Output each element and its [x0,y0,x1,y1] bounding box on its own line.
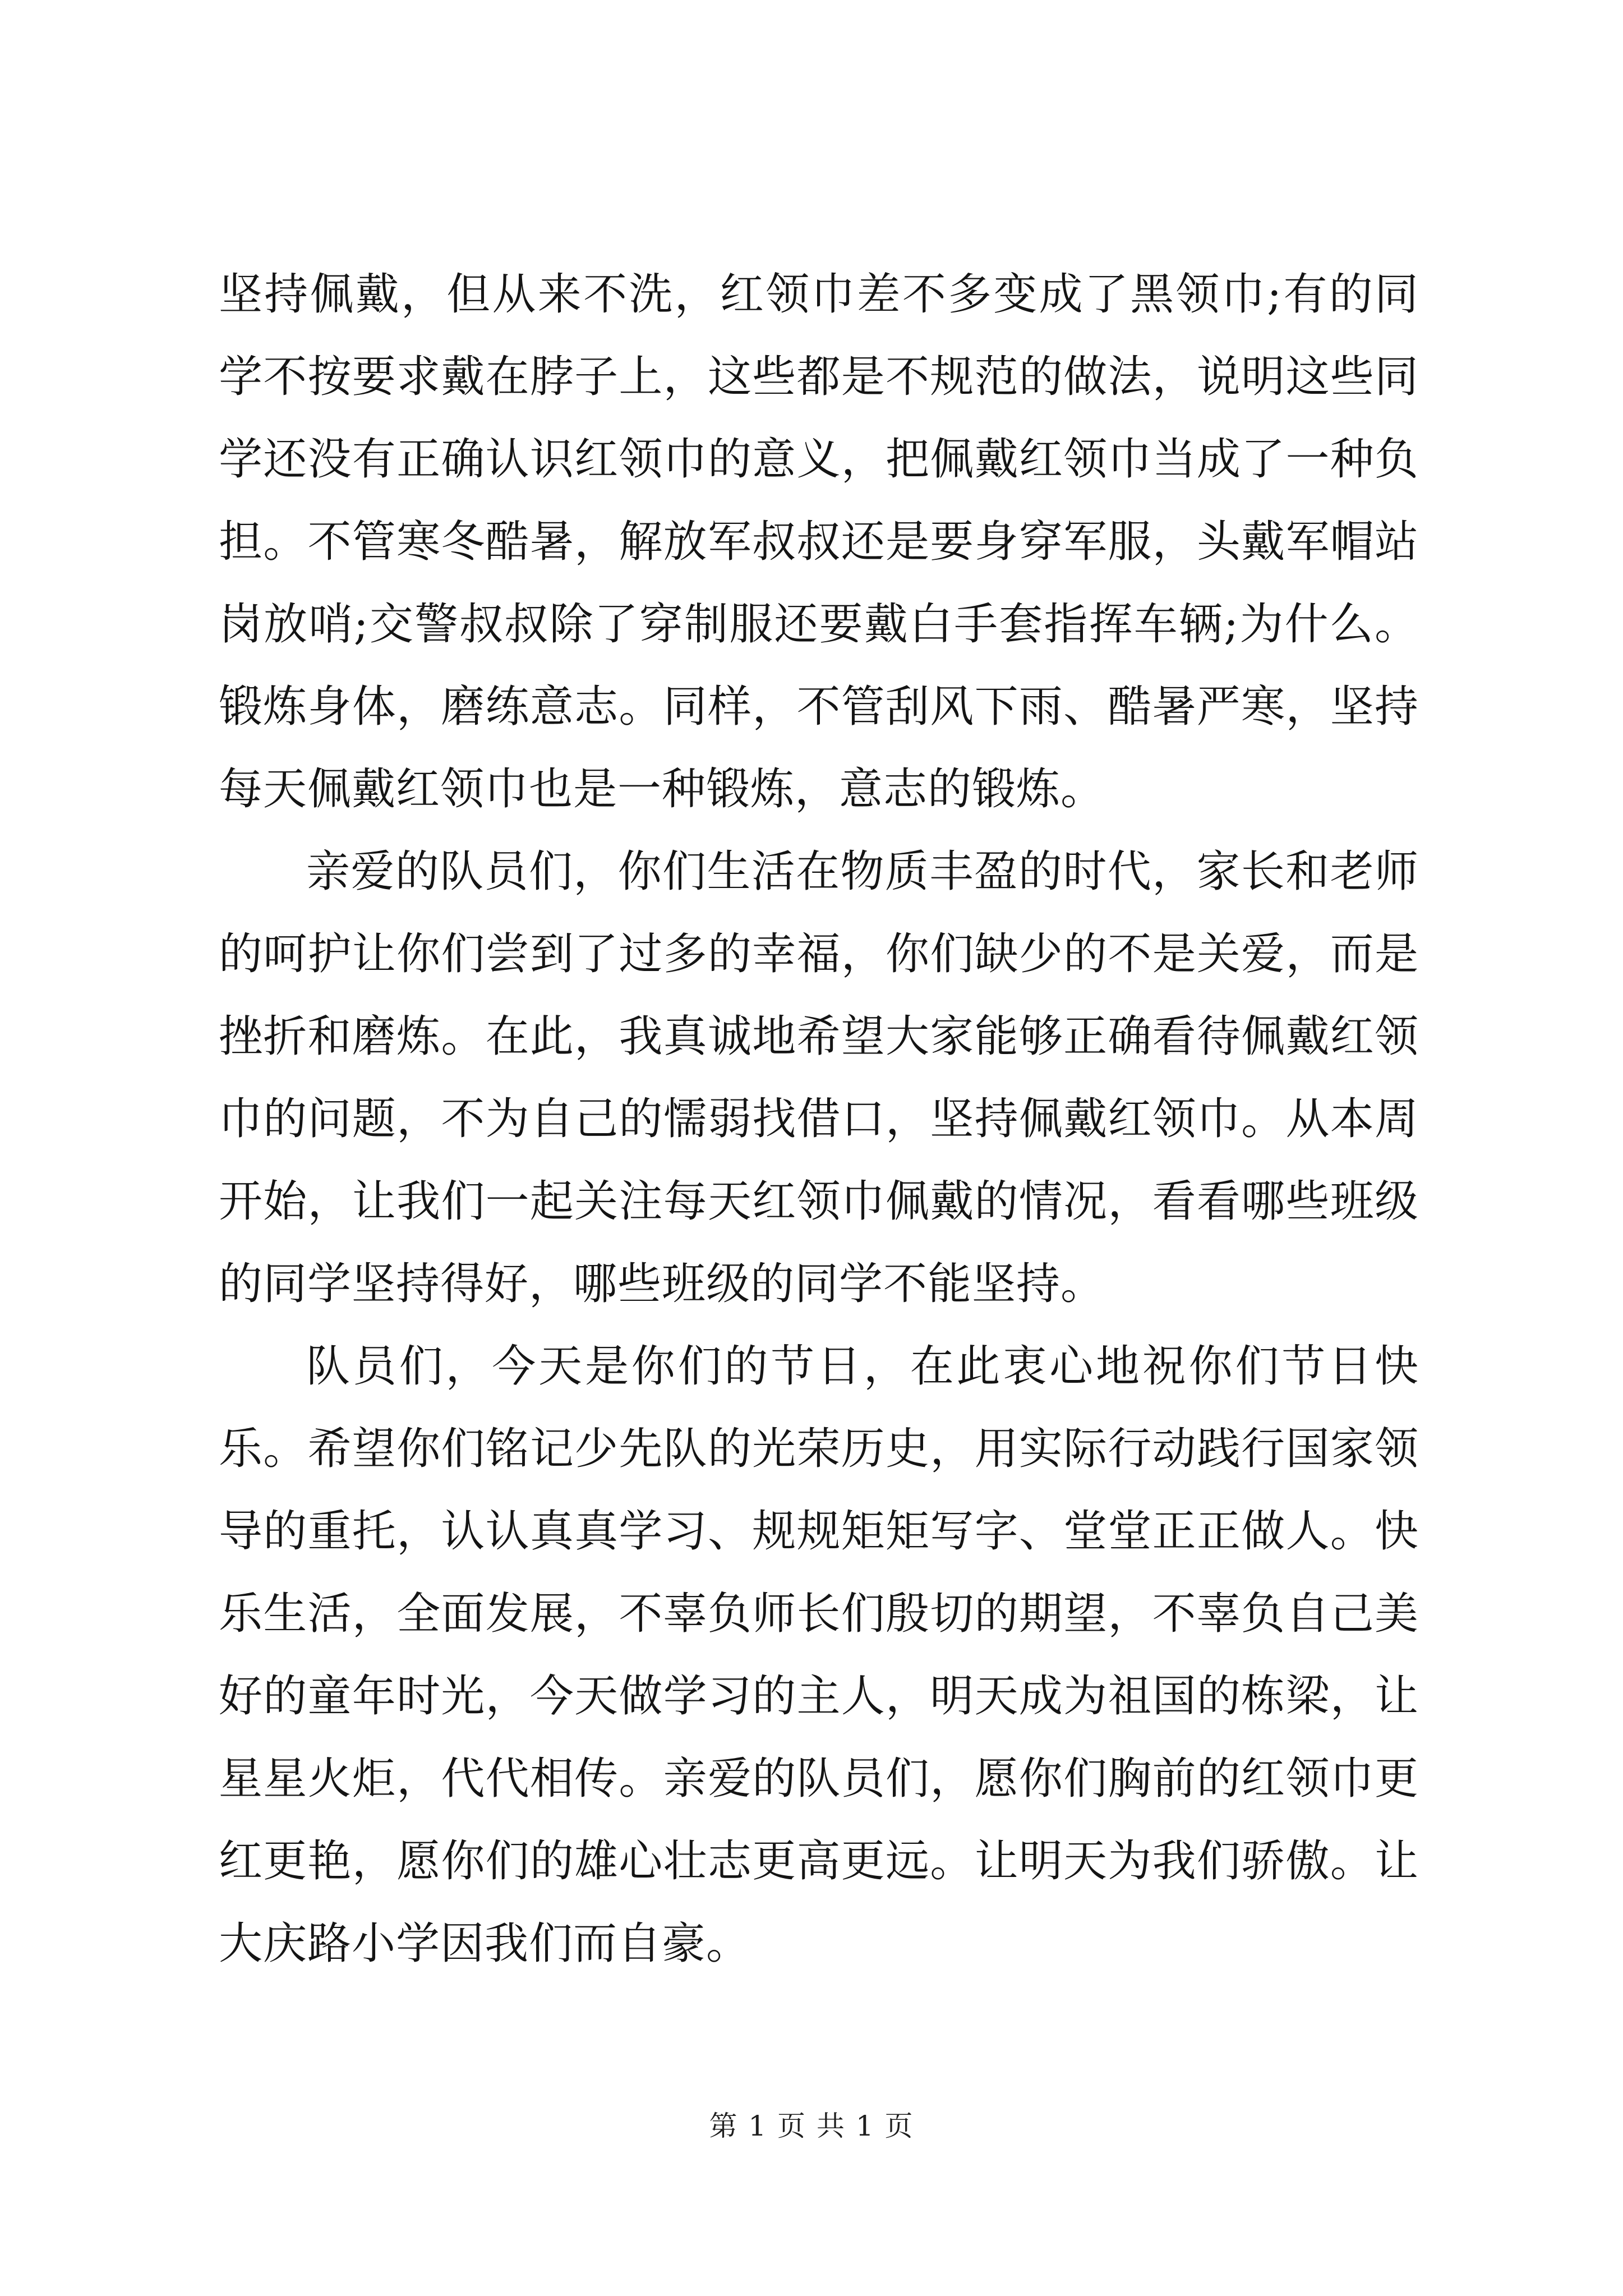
paragraph-3: 队员们，今天是你们的节日，在此衷心地祝你们节日快乐。希望你们铭记少先队的光荣历史，用实际行动践行国家领导的重托，认认真真学习、规规矩矩写字、堂堂正正做人。快乐生活，全面发展，不辜负师长们殷切的期望，不辜负自己美好的童年时光，今天做学习的主人，明天成为祖国的栋梁，让星星火炬，代代相传。亲爱的队员们，愿你们胸前的红领巾更红更艳，愿你们的雄心壮志更高更远。让明天为我们骄傲。让大庆路小学因我们而自豪。 [219,1341,1419,1969]
paragraph-1: 坚持佩戴，但从来不洗，红领巾差不多变成了黑领巾;有的同学不按要求戴在脖子上，这些都是不规范的做法，说明这些同学还没有正确认识红领巾的意义，把佩戴红领巾当成了一种负担。不管寒冬酷暑，解放军叔叔还是要身穿军服，头戴军帽站岗放哨;交警叔叔除了穿制服还要戴白手套指挥车辆;为什么。锻炼身体，磨练意志。同样，不管刮风下雨、酷暑严寒，坚持每天佩戴红领巾也是一种锻炼，意志的锻炼。 [219,269,1419,815]
page-footer: 第 1 页 共 1 页 [709,2110,914,2142]
document-body [219,254,1419,1985]
paragraph-2: 亲爱的队员们，你们生活在物质丰盈的时代，家长和老师的呵护让你们尝到了过多的幸福，你们缺少的不是关爱，而是挫折和磨炼。在此，我真诚地希望大家能够正确看待佩戴红领巾的问题，不为自己的懦弱找借口，坚持佩戴红领巾。从本周开始，让我们一起关注每天红领巾佩戴的情况，看看哪些班级的同学坚持得好，哪些班级的同学不能坚持。 [219,846,1419,1309]
